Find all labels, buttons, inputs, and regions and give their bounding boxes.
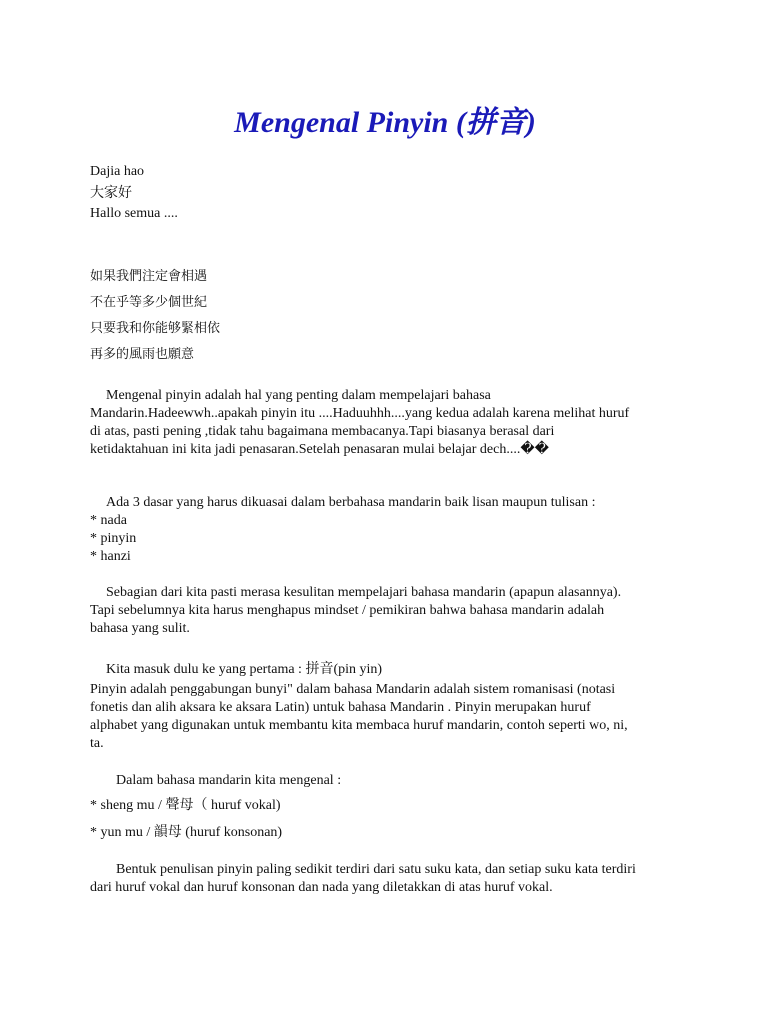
page-title: Mengenal Pinyin (拼音) (234, 106, 536, 139)
first-heading: Kita masuk dulu ke yang pertama : 拼音(pin yin) (106, 662, 383, 677)
greeting-block (90, 163, 680, 223)
first-line: alphabet yang digunakan untuk membantu kita membaca huruf mandarin, contoh seperti wo, ni, (90, 718, 628, 733)
form-line: dari huruf vokal dan huruf konsonan dan nada yang diletakkan di atas huruf vokal. (90, 880, 553, 895)
poem-line: 如果我們注定會相遇 (90, 269, 208, 284)
basics-lead: Ada 3 dasar yang harus dikuasai dalam berbahasa mandarin baik lisan maupun tulisan : (106, 495, 596, 510)
form-line: Bentuk penulisan pinyin paling sedikit terdiri dari satu suku kata, dan setiap suku kata terdiri (116, 862, 636, 877)
components-lead: Dalam bahasa mandarin kita mengenal : (116, 773, 342, 788)
mindset-line: Sebagian dari kita pasti merasa kesulitan mempelajari bahasa mandarin (apapun alasannya). (106, 585, 622, 600)
intro-line: Mandarin.Hadeewwh..apakah pinyin itu ....Haduuhhh....yang kedua adalah karena melihat huruf (90, 406, 630, 421)
components-paragraph (90, 770, 680, 846)
first-line: ta. (90, 736, 104, 751)
form-paragraph (90, 861, 680, 897)
components-item: * sheng mu / 聲母（ huruf vokal) (90, 798, 281, 813)
basics-paragraph (90, 494, 680, 566)
poem-block (90, 264, 680, 368)
poem-line: 只要我和你能够緊相依 (90, 321, 221, 336)
intro-line: ketidaktahuan ini kita jadi penasaran.Setelah penasaran mulai belajar dech....�� (90, 442, 550, 457)
first-line: Pinyin adalah penggabungan bunyi" dalam bahasa Mandarin adalah sistem romanisasi (notasi (90, 682, 616, 697)
components-item: * yun mu / 韻母 (huruf konsonan) (90, 825, 283, 840)
mindset-line: bahasa yang sulit. (90, 621, 190, 636)
basics-item: * nada (90, 513, 127, 528)
intro-line: di atas, pasti pening ,tidak tahu bagaimana membacanya.Tapi biasanya berasal dari (90, 424, 555, 439)
mindset-paragraph (90, 584, 680, 638)
poem-line: 再多的風雨也願意 (90, 347, 195, 362)
first-paragraph (90, 659, 680, 753)
first-line: fonetis dan alih aksara ke aksara Latin) untuk bahasa Mandarin . Pinyin merupakan huruf (90, 700, 591, 715)
basics-item: * hanzi (90, 549, 131, 564)
basics-item: * pinyin (90, 531, 137, 546)
poem-line: 不在乎等多少個世紀 (90, 295, 208, 310)
greeting-pinyin: Dajia hao (90, 164, 145, 179)
mindset-line: Tapi sebelumnya kita harus menghapus mindset / pemikiran bahwa bahasa mandarin adalah (90, 603, 605, 618)
intro-paragraph (90, 387, 680, 459)
intro-line: Mengenal pinyin adalah hal yang penting dalam mempelajari bahasa (106, 388, 491, 403)
greeting-translation: Hallo semua .... (90, 206, 178, 221)
greeting-hanzi: 大家好 (90, 185, 132, 201)
